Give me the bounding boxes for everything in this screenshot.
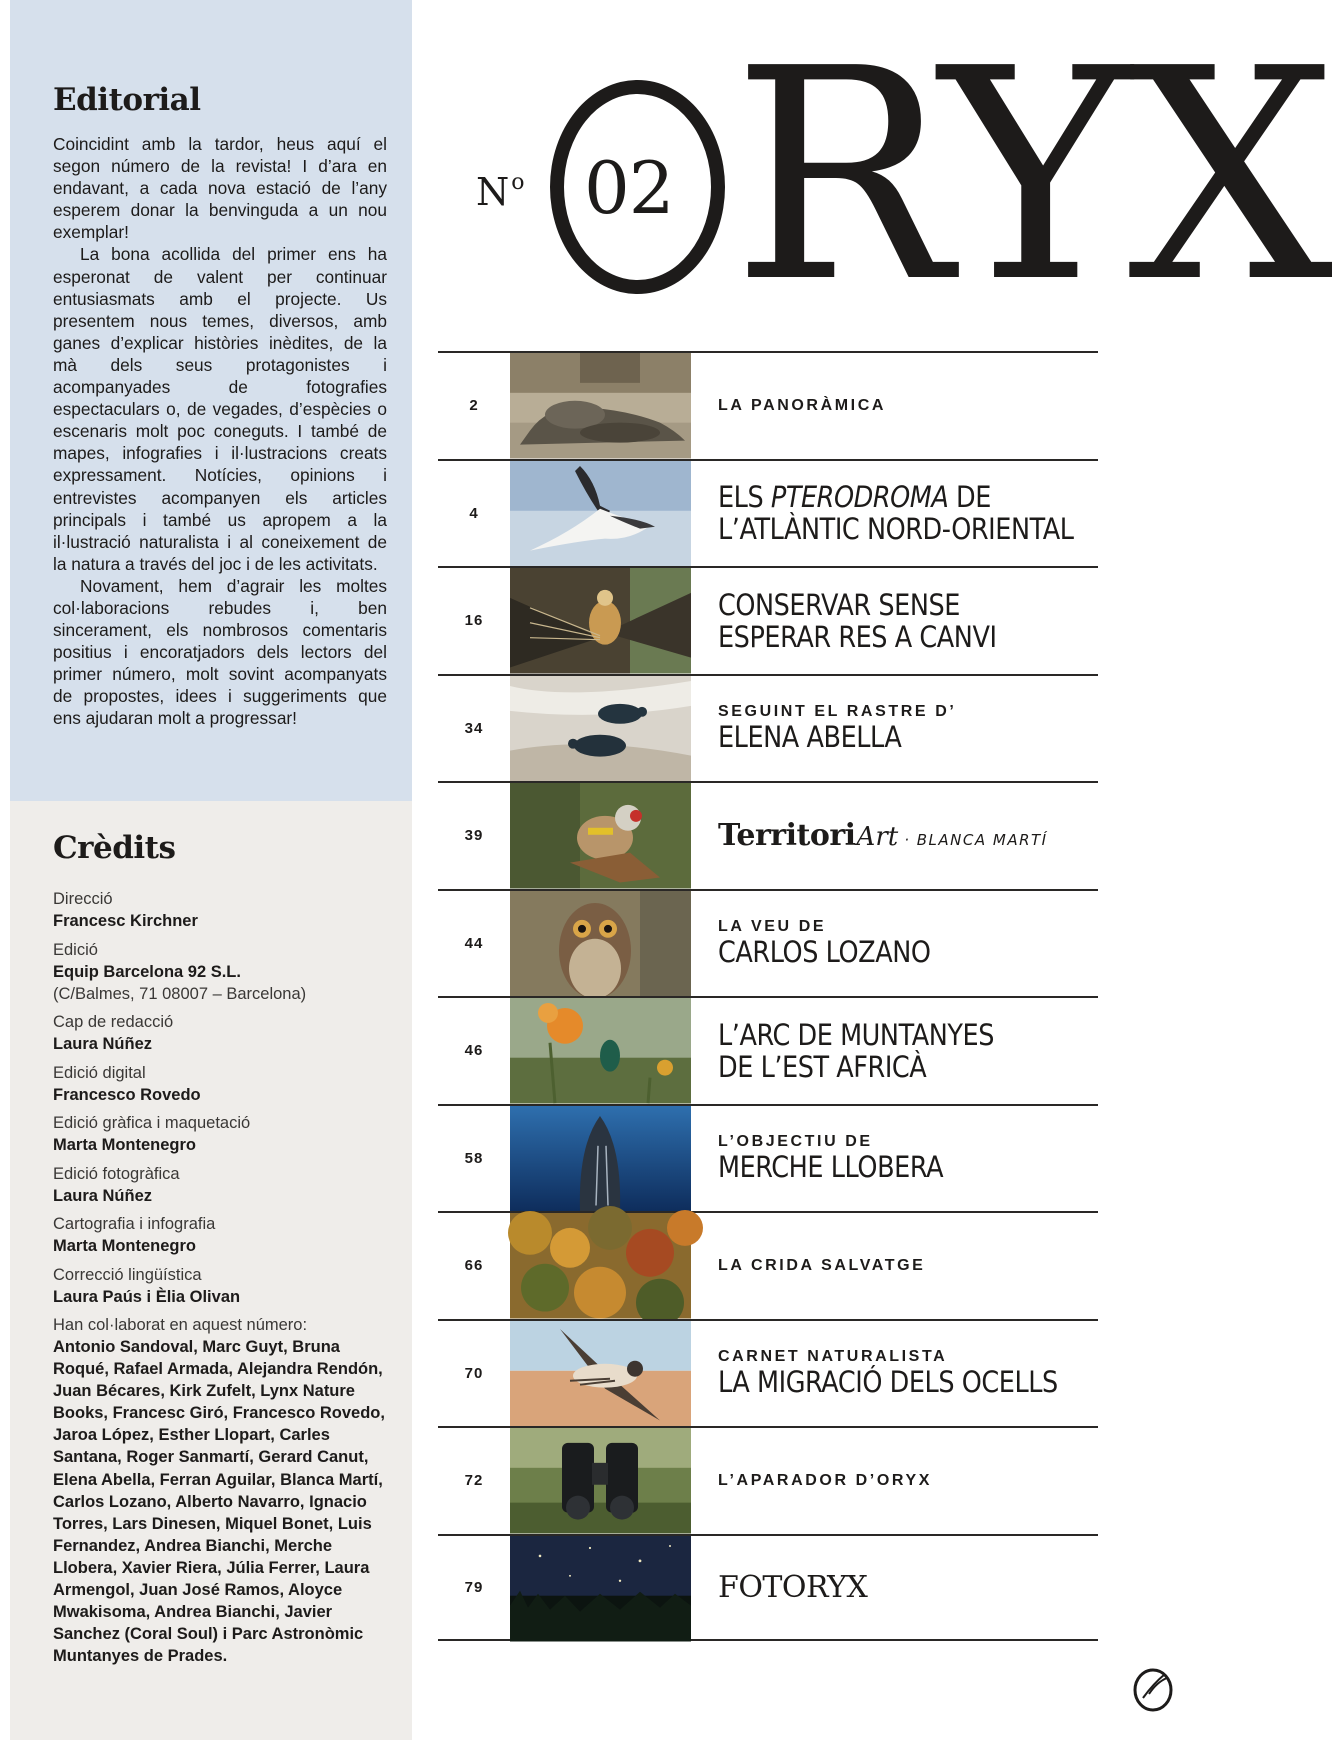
toc-row[interactable] xyxy=(438,351,1098,459)
credit-role: Direcció xyxy=(53,890,113,908)
toc-title-line: ESPERAR RES A CANVI xyxy=(718,619,997,654)
toc-title-line: CARLOS LOZANO xyxy=(718,935,931,970)
toc-page-number: 34 xyxy=(464,719,484,737)
toc-row[interactable] xyxy=(438,566,1098,674)
toc-row[interactable] xyxy=(438,1319,1098,1427)
toc-row[interactable] xyxy=(438,1534,1098,1642)
credit-collaborators xyxy=(53,1314,387,1667)
toc-title-line: L’ARC DE MUNTANYES xyxy=(718,1017,995,1052)
toc-row[interactable] xyxy=(438,1426,1098,1534)
toc-row[interactable] xyxy=(438,996,1098,1104)
toc-row[interactable] xyxy=(438,781,1098,889)
editorial-title: Editorial xyxy=(53,82,201,118)
whale-photo xyxy=(510,1106,691,1212)
toc-page-number: 4 xyxy=(469,504,479,522)
masthead xyxy=(412,0,1332,346)
credit-role: Cartografia i infografia xyxy=(53,1215,216,1233)
toc-page-number: 16 xyxy=(464,612,484,630)
toc-kicker: LA CRIDA SALVATGE xyxy=(718,1256,926,1274)
toc-title-line: DE L’EST AFRICÀ xyxy=(718,1049,927,1084)
credit-entry xyxy=(53,1163,387,1207)
goldfinch-photo xyxy=(510,783,691,889)
table-of-contents xyxy=(438,351,1098,1641)
editorial-section xyxy=(10,0,412,801)
editorial-body xyxy=(53,133,387,730)
left-column xyxy=(10,0,412,1740)
credit-role: Edició gràfica i maquetació xyxy=(53,1114,251,1132)
credit-entry xyxy=(53,1213,387,1257)
credit-name: Laura Paús i Èlia Olivan xyxy=(53,1287,241,1306)
credit-role: Edició xyxy=(53,940,98,959)
credit-entry xyxy=(53,888,387,932)
oryx-logo-icon xyxy=(1131,1664,1175,1714)
credit-entry xyxy=(53,1011,387,1055)
credit-entry xyxy=(53,1112,387,1156)
toc-row[interactable] xyxy=(438,1211,1098,1319)
issue-label: $N^o$ xyxy=(476,170,525,214)
credit-entry xyxy=(53,939,387,1005)
toc-kicker: L’OBJECTIU DE xyxy=(718,1133,873,1151)
credit-name: Francesc Kirchner xyxy=(53,912,198,930)
petrel-photo xyxy=(510,461,691,567)
toc-page-number: 39 xyxy=(464,827,484,845)
credit-name: Francesco Rovedo xyxy=(53,1085,201,1104)
sea-turtles-photo xyxy=(510,676,691,782)
credits-title: Crèdits xyxy=(53,830,176,866)
toc-row[interactable] xyxy=(438,459,1098,567)
sunbird-photo xyxy=(510,998,691,1104)
credit-name: Laura Núñez xyxy=(53,1035,153,1053)
toc-row[interactable] xyxy=(438,1104,1098,1212)
editorial-paragraph: Coincidint amb la tardor, heus aquí el segon número de la revista! I d’ara en endavant, a cada nova estació de l’any esperem donar la benvinguda a un nou exemplar! xyxy=(53,134,387,243)
toc-kicker: CARNET NATURALISTA xyxy=(718,1348,948,1366)
toc-page-number: 44 xyxy=(464,934,484,952)
autumn-forest-photo xyxy=(510,1213,691,1319)
toc-page-number: 66 xyxy=(464,1257,484,1275)
vulture-photo xyxy=(510,568,691,674)
credit-entry xyxy=(53,1264,387,1308)
toc-title-line: MERCHE LLOBERA xyxy=(718,1150,944,1185)
komodo-dragon-photo xyxy=(510,353,691,459)
toc-page-number: 70 xyxy=(464,1364,484,1382)
falcon-illustration xyxy=(510,1321,691,1427)
toc-kicker: LA VEU DE xyxy=(718,918,827,936)
toc-title-line: ELS PTERODROMA DE xyxy=(718,480,991,515)
toc-row[interactable] xyxy=(438,889,1098,997)
toc-row[interactable] xyxy=(438,674,1098,782)
toc-page-number: 46 xyxy=(464,1042,484,1060)
toc-kicker: SEGUINT EL RASTRE D’ xyxy=(718,703,957,721)
credit-name: Equip Barcelona 92 S.L. xyxy=(53,962,241,981)
credit-name: Laura Núñez xyxy=(53,1186,153,1205)
toc-kicker: L’APARADOR D’ORYX xyxy=(718,1471,932,1489)
toc-title-line: L’ATLÀNTIC NORD-ORIENTAL xyxy=(718,512,1074,547)
collaborators-names: Antonio Sandoval, Marc Guyt, Bruna Roqué, Rafael Armada, Alejandra Rendón, Juan Bécares, Kirk Zufelt, Lynx Nature Books, Francesc Giró, Francesco Rovedo, Jaroa López, Esther Llopart, Carles Santana, Roger Sanmartí, Gerard Canut, Elena Abella, Ferran Aguilar, Blanca Martí, Carlos Lozano, Alberto Navarro, Ignacio Torres, Lars Dinesen, Miquel Bonet, Luis Fernandez, Andrea Bianchi, Merche Llobera, Xavier Riera, Júlia Ferrer, Laura Armengol, Juan José Ramos, Aloyce Mwakisoma, Andrea Bianchi, Javier Sanchez (Coral Soul) i Parc Astronòmic Muntanyes de Prades. xyxy=(53,1338,385,1666)
toc-page-number: 2 xyxy=(469,397,479,415)
owl-photo xyxy=(510,891,691,997)
credits-list xyxy=(53,888,387,1674)
territoriart-logo: Territori Art · BLANCA MARTÍ xyxy=(718,818,1048,854)
toc-page-number: 72 xyxy=(464,1472,484,1490)
credit-address: (C/Balmes, 71 08007 – Barcelona) xyxy=(53,984,307,1003)
toc-title-line: LA MIGRACIÓ DELS OCELLS xyxy=(718,1365,1058,1400)
binoculars-photo xyxy=(510,1428,691,1534)
toc-author: · BLANCA MARTÍ xyxy=(904,831,1048,850)
toc-title-line: CONSERVAR SENSE xyxy=(718,587,960,622)
editorial-paragraph: La bona acollida del primer ens ha esperonat de valent per continuar entusiasmats amb el projecte. Us presentem nous temes, diversos, amb ganes d’explicar històries inèdites, de la mà dels seus protagonistes i acompanyades de fotografies espectaculars o, de vegades, d’espècies o escenaris molt poc coneguts. I també de mapes, infografies i il·lustracions creats expressament. Notícies, opinions i entrevistes acompanyen els articles principals i també us apropem a la il·lustració naturalista i al coneixement de la natura a través del joc i de les activitats. xyxy=(53,244,387,574)
credit-name: Marta Montenegro xyxy=(53,1136,197,1154)
night-sky-photo xyxy=(510,1536,691,1642)
toc-kicker: LA PANORÀMICA xyxy=(718,396,887,414)
fotoryx-logo: FOTORYX xyxy=(718,1569,868,1605)
credit-role: Cap de redacció xyxy=(53,1013,174,1031)
issue-number: 02 xyxy=(584,146,674,230)
toc-page-number: 58 xyxy=(464,1149,484,1167)
toc-title-line: ELENA ABELLA xyxy=(718,720,902,755)
toc-page-number: 79 xyxy=(464,1578,484,1596)
masthead-title: RYX xyxy=(732,6,1332,346)
credit-role: Edició fotogràfica xyxy=(53,1164,180,1183)
credit-role: Edició digital xyxy=(53,1063,146,1082)
collaborators-label: Han col·laborat en aquest número: xyxy=(53,1316,308,1334)
credit-role: Correcció lingüística xyxy=(53,1265,202,1284)
credit-entry xyxy=(53,1062,387,1106)
credit-name: Marta Montenegro xyxy=(53,1237,197,1255)
editorial-paragraph: Novament, hem d’agrair les moltes col·laboracions rebudes i, ben sincerament, els nombrosos comentaris positius i encoratjadors dels lectors del primer número, molt sovint acompanyats de propostes, idees i suggeriments que ens ajudaran molt a progressar! xyxy=(53,575,387,729)
